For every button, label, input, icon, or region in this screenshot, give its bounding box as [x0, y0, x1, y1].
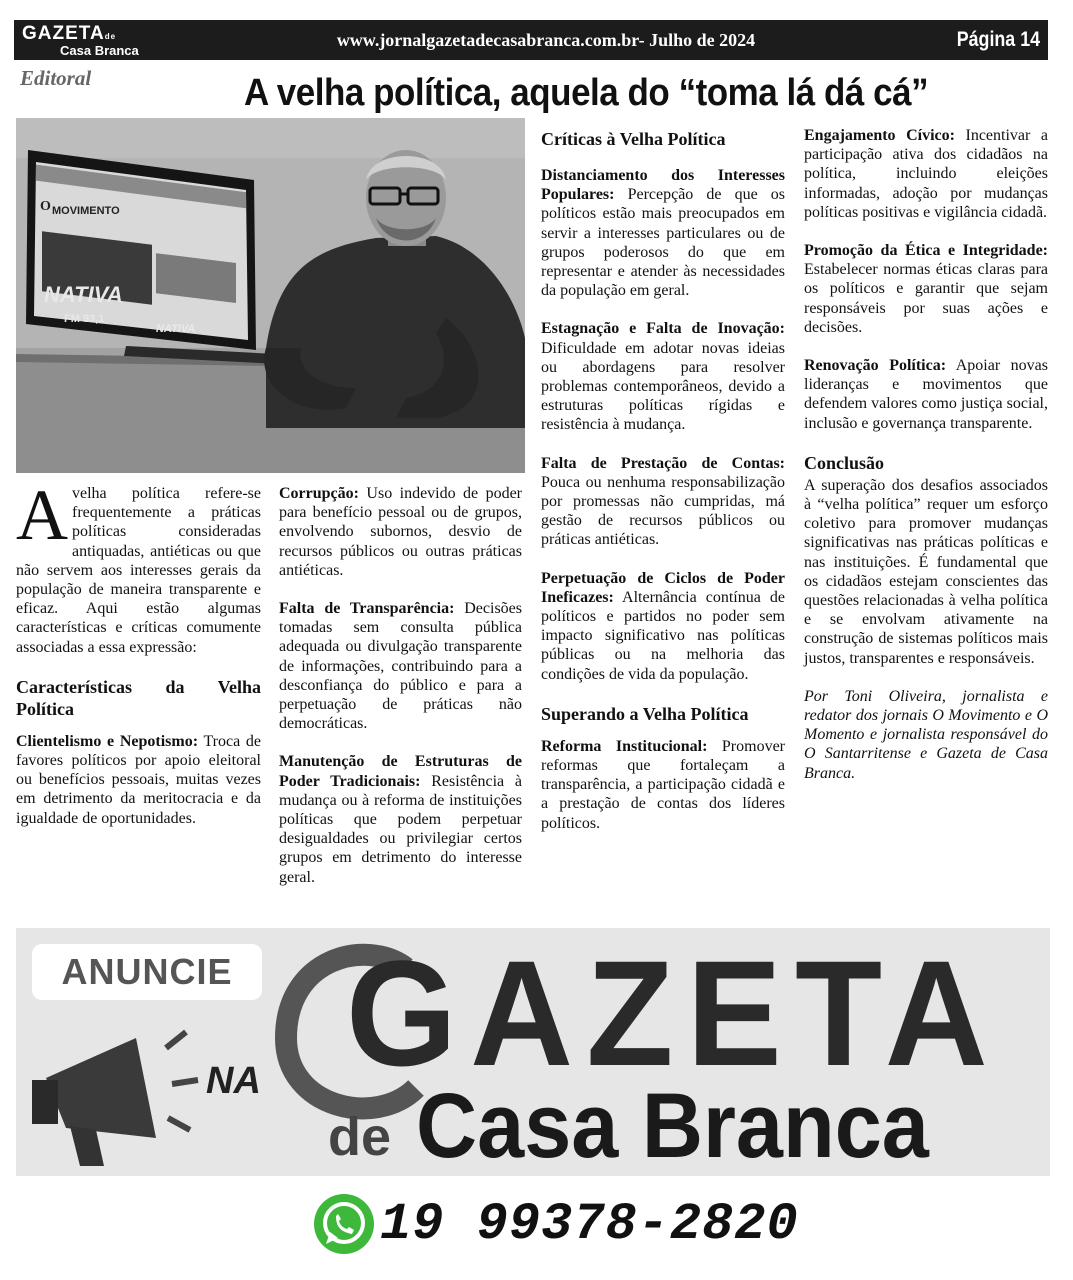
item-estagnacao: Estagnação e Falta de Inovação: Dificuldade em adotar novas ideias ou abordagens para resolver problemas contemporâneos, devido a estruturas políticas rígidas e resistência à mudança.: [541, 320, 785, 434]
phone-number: 19 99378-2820: [380, 1194, 799, 1254]
megaphone-icon: [26, 1018, 206, 1168]
heading-characteristics: Características da Velha Política: [16, 676, 261, 719]
author-photo: [16, 118, 525, 473]
nativa-small-text: NATIVA: [156, 323, 196, 335]
page-number: Página 14: [956, 28, 1040, 51]
column-2: [279, 484, 522, 906]
page-header: [14, 20, 1048, 60]
heading-superando: Superando a Velha Política: [541, 703, 749, 724]
heading-conclusao: Conclusão: [804, 452, 885, 473]
item-transparencia: Falta de Transparência: Decisões tomadas sem consulta pública adequada ou divulgação transparente de informações, contribuindo para a desconfiança do público e para a perpetuação de práticas não democráticas.: [279, 600, 522, 733]
headline: A velha política, aquela do “toma lá dá cá”: [244, 72, 929, 114]
ad-na-label: NA: [206, 1060, 261, 1102]
photo-illustration: [16, 118, 525, 473]
ad-casa-branca-wordmark: Casa Branca: [416, 1075, 929, 1176]
screen-prefix-text: O: [40, 199, 51, 214]
ad-gazeta-wordmark: GAZETA: [346, 929, 1002, 1097]
item-reforma: Reforma Institucional: Promover reformas que fortaleçam a transparência, a participação cidadã e a prestação de contas dos líderes políticos.: [541, 737, 785, 832]
item-corrupcao: Corrupção: Uso indevido de poder para benefício pessoal ou de grupos, envolvendo subornos, desvio de recursos públicos ou outras práticas antiéticas.: [279, 485, 522, 579]
website-url: www.jornalgazetadecasabranca.com.br- Julho de 2024: [336, 29, 756, 50]
intro-paragraph: A velha política refere-se frequentemente a práticas políticas consideradas antiquadas, antiéticas ou que não servem aos interesses gerais da população de maneira transparente e eficaz. Aqui estão algumas características e críticas comumente associadas a essa expressão:: [16, 475, 261, 656]
item-engajamento: Engajamento Cívico: Incentivar a participação ativa dos cidadãos na política, incluindo eleições informadas, adoção por mudanças políticas positivas e vigilância cidadã.: [804, 127, 1048, 221]
item-distanciamento: Distanciamento dos Interesses Populares: Percepção de que os políticos estão mais preocupados em servir a interesses particulares ou de grupos poderosos do que em representar e atender às necessidades da população em geral.: [541, 167, 785, 300]
section-label: Editoral: [20, 66, 92, 90]
screen-brand-text: MOVIMENTO: [52, 205, 120, 217]
nativa-frequency-text: FM 93,1: [64, 313, 105, 325]
newspaper-logo: GAZETAde Casa Branca: [22, 23, 139, 58]
drop-cap: A: [16, 475, 68, 555]
conclusion-paragraph: A superação dos desafios associados à “velha política” requer um esforço coletivo para promover mudanças significativas nas práticas políticas e nas instituições. É fundamental que os cidadãos estejam conscientes das questões relacionadas à velha política e se envolvam ativamente na construção de sistemas políticos mais justos, transparentes e responsáveis.: [804, 476, 1048, 667]
byline: Por Toni Oliveira, jornalista e redator dos jornais O Movimento e O Momento e jornalista responsável do O Santarritense e Gazeta de Casa Branca.: [804, 687, 1048, 782]
column-1: [16, 475, 261, 847]
item-clientelismo: Clientelismo e Nepotismo: Troca de favores políticos por apoio eleitoral ou benefícios pessoais, muitas vezes em detrimento da meritocracia e da igualdade de oportunidades.: [16, 732, 261, 827]
ad-anuncie-label: ANUNCIE: [32, 944, 262, 1000]
heading-criticas: Críticas à Velha Política: [541, 129, 726, 149]
ad-phone-contact: [312, 1192, 799, 1256]
item-estruturas: Manutenção de Estruturas de Poder Tradicionais: Resistência à mudança ou à reforma de instituições políticas que podem perpetuar desigualdades ou privilegiar certos grupos em detrimento do interesse geral.: [279, 753, 523, 886]
item-renovacao: Renovação Política: Apoiar novas lideranças e movimentos que defendem valores como justiça social, inclusão e governança transparente.: [804, 357, 1048, 432]
advertisement-banner: [16, 928, 1050, 1176]
whatsapp-icon: [312, 1192, 376, 1256]
nativa-banner-text: NATIVA: [44, 282, 123, 307]
item-etica: Promoção da Ética e Integridade: Estabelecer normas éticas claras para os políticos e garantir que sejam responsáveis por suas ações e decisões.: [804, 242, 1048, 336]
column-4: [804, 126, 1048, 802]
item-perpetuacao: Perpetuação de Ciclos de Poder Ineficazes: Alternância contínua de políticos e partidos no poder sem impacto significativo nas políticas públicas ou na melhoria das condições de vida da população.: [541, 569, 785, 683]
item-prestacao-contas: Falta de Prestação de Contas: Pouca ou nenhuma responsabilização por promessas não cumpridas, má gestão de recursos públicos ou práticas antiéticas.: [541, 454, 785, 549]
ad-de-label: de: [328, 1107, 392, 1167]
column-3: [541, 128, 785, 852]
